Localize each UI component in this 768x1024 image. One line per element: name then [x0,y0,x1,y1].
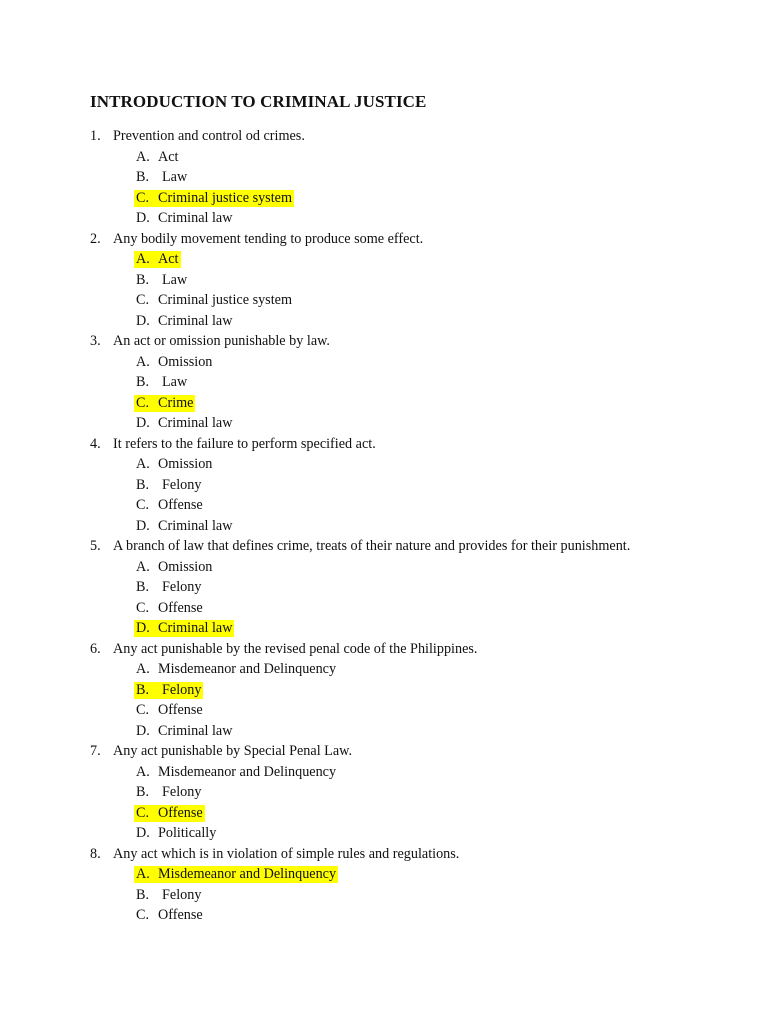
question-number: 1. [90,128,101,144]
option-highlight-none [134,354,135,371]
option-text: Felony [162,886,202,903]
option-letter: B. [136,886,150,903]
option-1-a [0,147,768,168]
option-5-b [0,577,768,598]
option-letter: D. [136,210,150,226]
option-text: Felony [162,579,202,595]
option-letter: A. [136,353,150,370]
option-text: Misdemeanor and Delinquency [158,763,337,780]
option-8-c [0,905,768,926]
option-highlight-none [134,210,135,227]
option-text: Criminal law [158,210,233,226]
option-text: Misdemeanor and Delinquency [158,661,337,677]
option-text: Omission [158,353,213,370]
option-text: Felony [162,476,202,493]
option-highlight-none [134,661,135,678]
question-text: An act or omission punishable by law. [113,333,330,349]
question-text: Any bodily movement tending to produce some effect. [113,230,424,247]
option-letter: B. [136,681,150,698]
option-highlight-none [134,272,135,289]
option-letter: B. [136,784,150,800]
option-letter: C. [136,292,150,308]
option-letter: A. [136,456,150,472]
option-text: Act [158,251,179,267]
question-number: 3. [90,333,101,349]
option-letter: A. [136,558,150,575]
option-letter: C. [136,497,150,513]
option-letter: B. [136,476,150,493]
option-highlight-none [134,456,135,473]
option-4-d [0,516,768,537]
option-highlight-none [134,313,135,330]
option-text: Misdemeanor and Delinquency [158,866,337,882]
option-text: Omission [158,558,213,575]
question-text: Prevention and control od crimes. [113,128,305,144]
option-3-c [0,393,768,414]
option-letter: C. [136,804,150,821]
option-1-b [0,167,768,188]
option-highlight-none [134,907,135,924]
option-4-a [0,454,768,475]
question-number: 8. [90,845,101,862]
option-highlight-none [134,559,135,576]
option-highlight-none [134,579,135,596]
option-text: Offense [158,702,203,718]
option-text: Offense [158,907,203,923]
option-7-b [0,782,768,803]
question-number: 5. [90,538,101,554]
option-highlight-none [134,764,135,781]
option-letter: B. [136,374,150,390]
option-letter: D. [136,722,150,739]
question-number: 2. [90,230,101,247]
option-letter: C. [136,394,150,411]
option-highlight-none [134,497,135,514]
question-number: 4. [90,435,101,452]
option-letter: A. [136,866,150,882]
question-4 [0,434,768,455]
question-3 [0,331,768,352]
question-2 [0,229,768,250]
option-highlight-none [134,415,135,432]
question-text: It refers to the failure to perform specified act. [113,435,376,452]
option-6-a [0,659,768,680]
option-1-c [0,188,768,209]
option-2-d [0,311,768,332]
option-7-a [0,762,768,783]
option-1-d [0,208,768,229]
option-letter: C. [136,907,150,923]
option-5-d [0,618,768,639]
option-letter: C. [136,599,150,616]
option-letter: D. [136,517,150,534]
option-5-a [0,557,768,578]
option-7-d [0,823,768,844]
option-6-d [0,721,768,742]
option-7-c [0,803,768,824]
option-4-b [0,475,768,496]
question-number: 7. [90,743,101,759]
question-text: Any act which is in violation of simple rules and regulations. [113,845,460,862]
question-1 [0,126,768,147]
option-text: Law [162,271,188,288]
question-6 [0,639,768,660]
option-text: Criminal justice system [158,189,292,206]
option-text: Felony [162,681,202,698]
option-text: Criminal law [158,517,233,534]
option-2-a [0,249,768,270]
option-highlight-none [134,887,135,904]
option-highlight-none [134,374,135,391]
option-highlight-none [134,784,135,801]
question-number: 6. [90,640,101,657]
option-text: Omission [158,456,213,472]
option-highlight-none [134,292,135,309]
option-text: Crime [158,394,194,411]
option-letter: A. [136,661,150,677]
option-text: Criminal justice system [158,292,292,308]
option-text: Act [158,148,179,165]
option-8-b [0,885,768,906]
option-letter: B. [136,169,150,185]
option-6-b [0,680,768,701]
question-5 [0,536,768,557]
option-letter: B. [136,271,150,288]
option-highlight-none [134,477,135,494]
option-letter: D. [136,825,150,841]
option-highlight-none [134,702,135,719]
option-letter: D. [136,312,150,329]
option-5-c [0,598,768,619]
option-text: Criminal law [158,620,233,636]
option-4-c [0,495,768,516]
option-letter: C. [136,702,150,718]
question-text: Any act punishable by Special Penal Law. [113,743,353,759]
option-highlight-none [134,518,135,535]
option-text: Offense [158,497,203,513]
option-letter: D. [136,620,150,636]
question-text: Any act punishable by the revised penal code of the Philippines. [113,640,478,657]
option-3-a [0,352,768,373]
option-text: Law [162,169,188,185]
question-list [0,126,768,926]
option-6-c [0,700,768,721]
option-letter: A. [136,763,150,780]
option-text: Criminal law [158,722,233,739]
option-letter: B. [136,579,150,595]
option-letter: A. [136,251,150,267]
option-highlight-none [134,723,135,740]
question-text: A branch of law that defines crime, treats of their nature and provides for their punishment. [113,538,631,554]
option-text: Offense [158,599,203,616]
option-2-b [0,270,768,291]
option-8-a [0,864,768,885]
option-highlight-none [134,169,135,186]
option-text: Law [162,374,188,390]
option-2-c [0,290,768,311]
option-highlight-none [134,149,135,166]
option-highlight-none [134,825,135,842]
option-letter: A. [136,148,150,165]
option-text: Criminal law [158,415,233,431]
question-7 [0,741,768,762]
question-8 [0,844,768,865]
option-3-d [0,413,768,434]
option-text: Criminal law [158,312,233,329]
document-title: INTRODUCTION TO CRIMINAL JUSTICE [90,92,427,111]
option-letter: D. [136,415,150,431]
option-letter: C. [136,189,150,206]
option-text: Felony [162,784,202,800]
option-text: Politically [158,825,217,841]
option-highlight-none [134,600,135,617]
option-3-b [0,372,768,393]
option-text: Offense [158,804,203,821]
